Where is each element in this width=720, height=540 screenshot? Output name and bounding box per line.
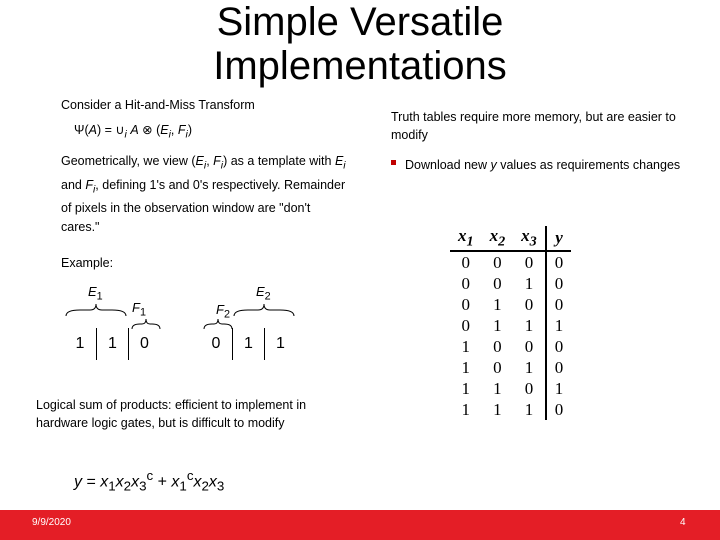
label-f2: $F_2$ xyxy=(216,302,230,321)
cell: 1 xyxy=(461,337,471,357)
cell: 0 xyxy=(546,273,572,294)
cell: 0 xyxy=(546,294,572,315)
table-row xyxy=(450,357,571,378)
slide-title xyxy=(180,0,540,88)
label-e1: $E_1$ xyxy=(88,284,103,303)
cell: 1 xyxy=(461,400,471,420)
boolean-formula: $y = x_1x_2x_3^c + x_1^cx_2x_3$ xyxy=(74,468,225,494)
header-x3: $x_3$ xyxy=(513,226,546,251)
table-row xyxy=(450,315,571,336)
table-row xyxy=(450,399,571,420)
cell: 1 xyxy=(461,379,471,399)
table-row xyxy=(450,336,571,357)
cell: 0 xyxy=(524,379,534,399)
table-row xyxy=(450,378,571,399)
template-cell: 1 xyxy=(96,328,128,360)
title-line-2: Implementations xyxy=(213,44,507,88)
footer-date: 9/9/2020 xyxy=(32,517,71,528)
table-row xyxy=(450,273,571,294)
logical-sum-text: Logical sum of products: efficient to implement in hardware logic gates, but is difficult to modify xyxy=(36,398,307,430)
page-number: 4 xyxy=(680,517,686,528)
cell: 0 xyxy=(493,274,502,294)
table-row xyxy=(450,294,571,315)
cell: 0 xyxy=(461,316,471,336)
cell: 1 xyxy=(493,316,502,336)
cell: 0 xyxy=(493,358,502,378)
cell: 1 xyxy=(493,295,502,315)
cell: 0 xyxy=(524,295,534,315)
cell: 0 xyxy=(524,337,534,357)
cell: 0 xyxy=(546,357,572,378)
cell: 1 xyxy=(524,400,534,420)
template-cell: 1 xyxy=(264,328,296,360)
cell: 0 xyxy=(493,253,502,273)
template-cell: 1 xyxy=(75,335,85,352)
header-x2: $x_2$ xyxy=(482,226,514,251)
template-cell: 0 xyxy=(211,335,221,352)
truth-table-header xyxy=(450,226,571,251)
cell: 0 xyxy=(546,399,572,420)
template-right xyxy=(200,328,296,360)
truth-table xyxy=(450,226,571,420)
cell: 1 xyxy=(461,358,471,378)
cell: 1 xyxy=(546,378,572,399)
cell: 1 xyxy=(524,316,534,336)
cell: 1 xyxy=(493,379,502,399)
template-cell: 1 xyxy=(232,328,264,360)
cell: 1 xyxy=(493,400,502,420)
cell: 0 xyxy=(461,274,471,294)
cell: 0 xyxy=(546,251,572,273)
label-e2: $E_2$ xyxy=(256,284,271,303)
cell: 0 xyxy=(461,253,471,273)
label-f1: $F_1$ xyxy=(132,300,146,319)
cell: 0 xyxy=(546,336,572,357)
cell: 0 xyxy=(493,337,502,357)
template-cell: 0 xyxy=(128,328,160,360)
consider-text: Consider a Hit-and-Miss Transform xyxy=(61,98,255,112)
cell: 1 xyxy=(524,274,534,294)
header-x1: $x_1$ xyxy=(450,226,482,251)
cell: 0 xyxy=(524,253,534,273)
brace-e2-icon xyxy=(232,302,296,318)
example-label: Example: xyxy=(61,256,114,270)
brace-e1-icon xyxy=(64,302,128,318)
psi-formula: $\Psi(A) = \cup_i$ A ⊗ ($E_i$, $F_i$) xyxy=(74,123,192,141)
cell: 1 xyxy=(546,315,572,336)
bullet-text: Download new y values as requirements changes xyxy=(405,158,681,172)
footer-bar xyxy=(0,510,720,540)
bullet-square-icon xyxy=(391,160,396,165)
table-row xyxy=(450,251,571,273)
template-left xyxy=(64,328,160,360)
cell: 0 xyxy=(461,295,471,315)
cell: 1 xyxy=(524,358,534,378)
truth-tables-note: Truth tables require more memory, but are easier to modify xyxy=(391,110,676,142)
geometric-text: Geometrically, we view ($E_i$, $F_i$) as a template with $E_i$ and $F_i$, defining 1's and 0's respectively. Remainder of pixels in the observation window are "don't cares." xyxy=(61,154,346,234)
title-line-1: Simple Versatile xyxy=(216,0,504,44)
header-y: y xyxy=(546,226,572,251)
